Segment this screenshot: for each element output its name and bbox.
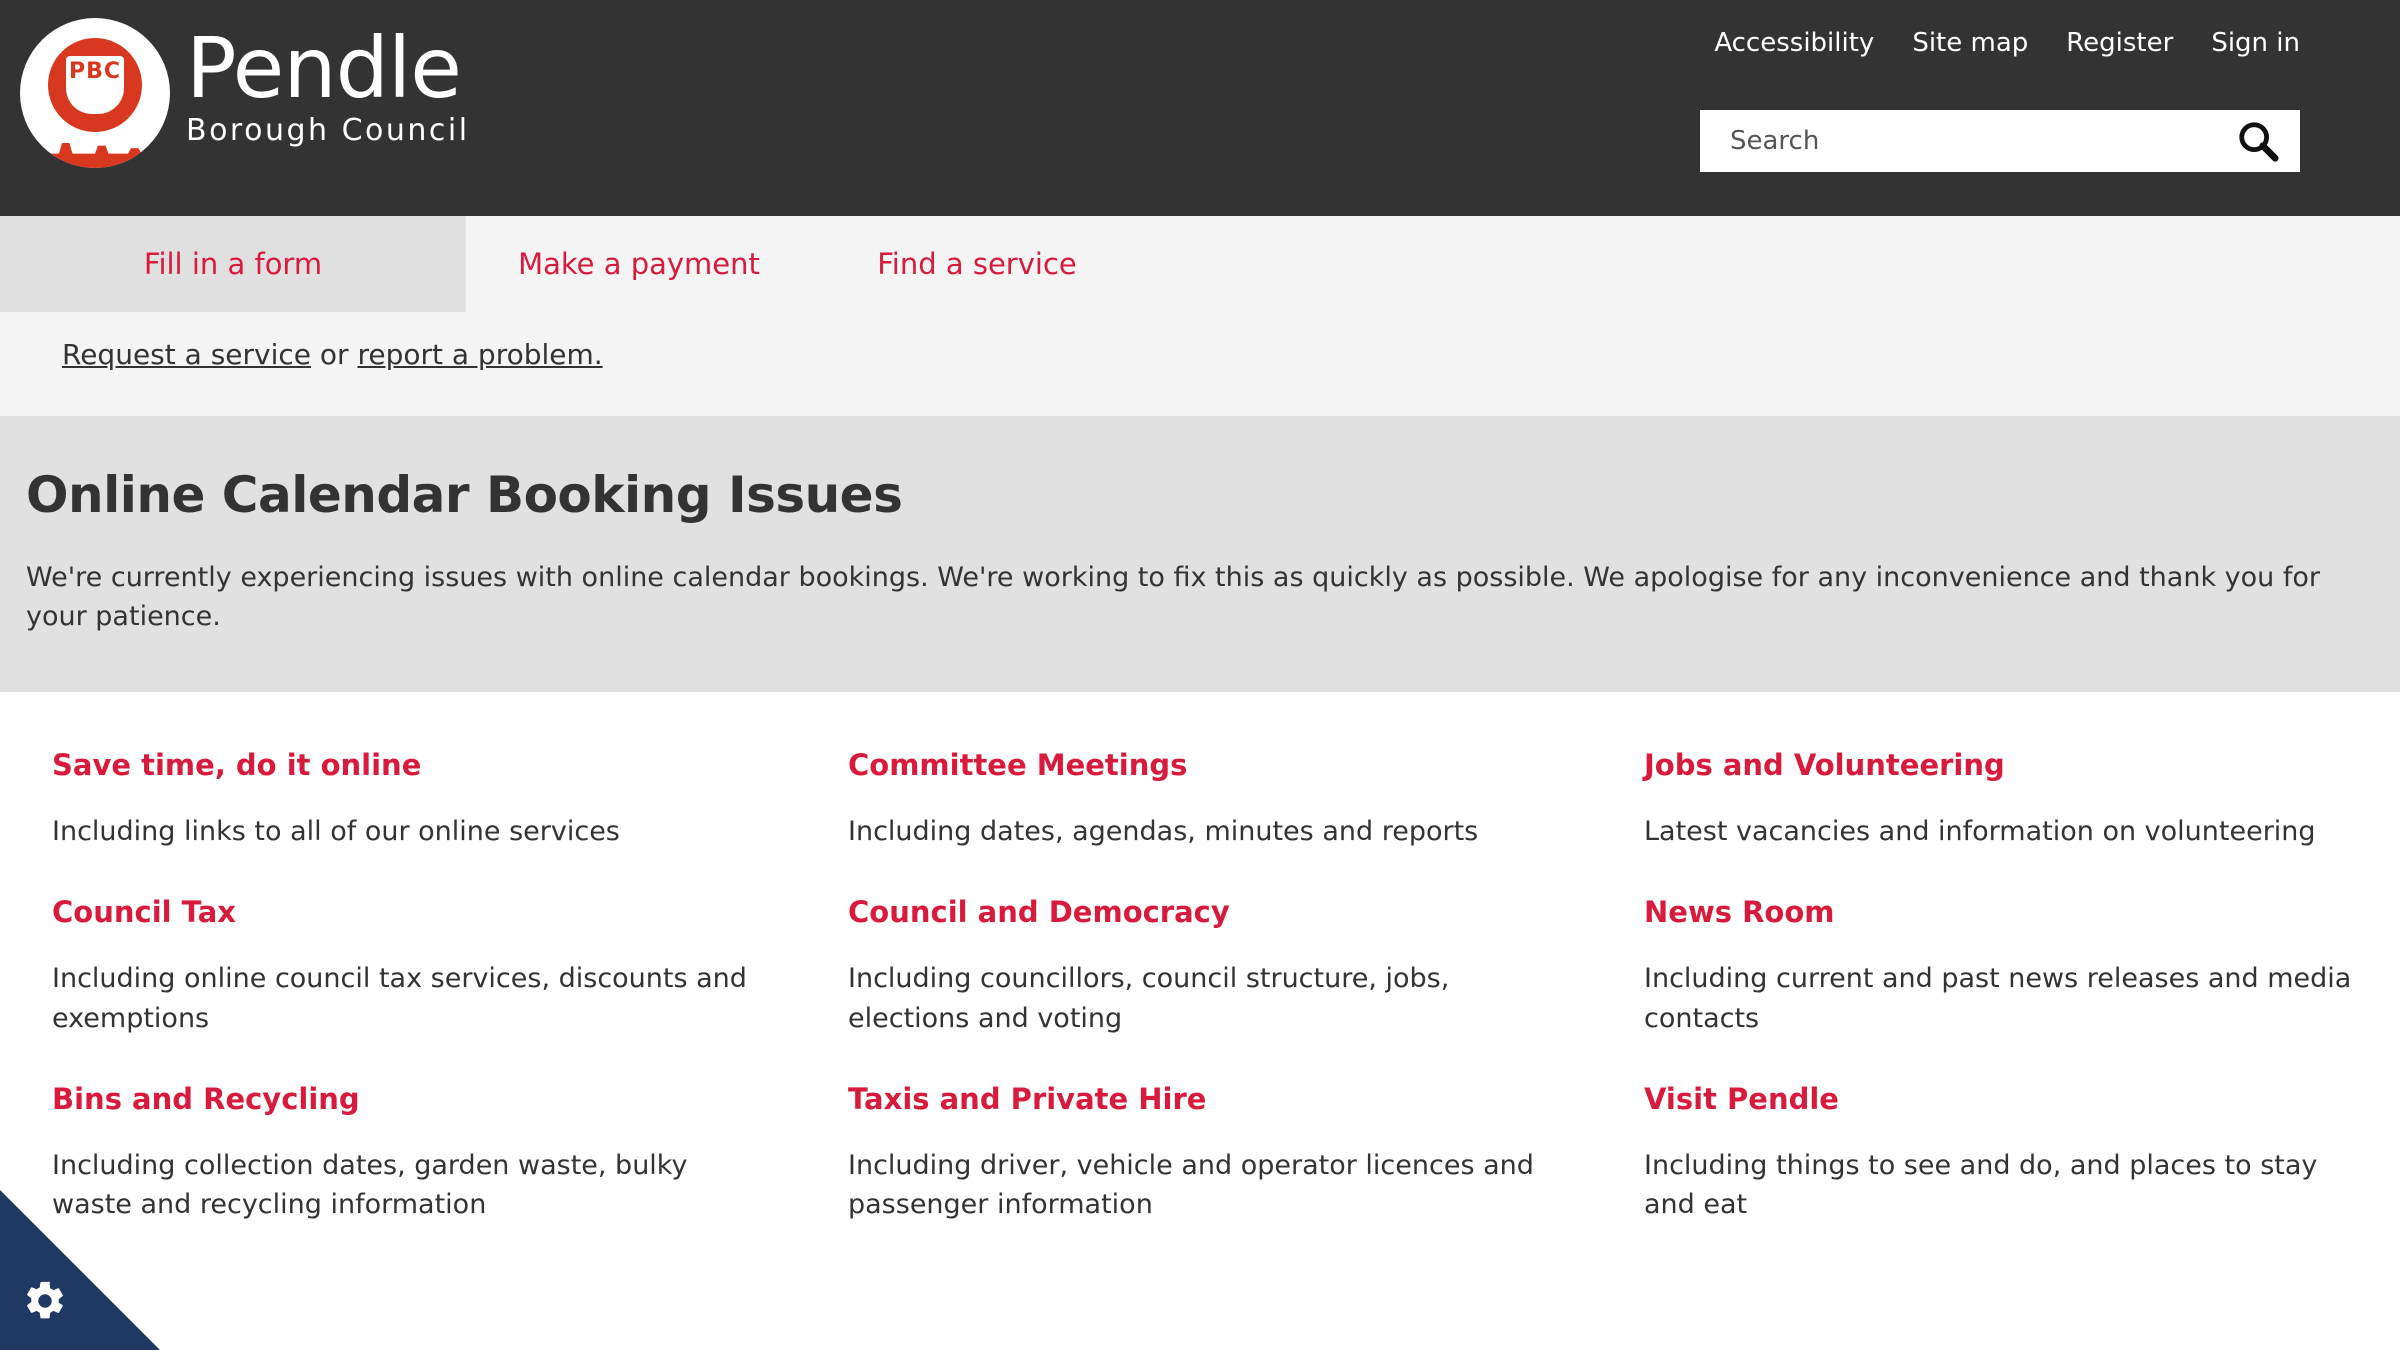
link-council-tax[interactable]: Council Tax <box>52 895 236 930</box>
link-report-a-problem[interactable]: report a problem. <box>357 338 603 371</box>
link-bins-and-recycling[interactable]: Bins and Recycling <box>52 1081 360 1116</box>
service-tabs-area <box>0 216 2400 416</box>
logo-title: Pendle <box>186 19 461 117</box>
alert-banner <box>0 416 2400 692</box>
link-taxis-and-private-hire[interactable]: Taxis and Private Hire <box>848 1081 1207 1116</box>
tab-make-a-payment[interactable]: Make a payment <box>466 216 812 312</box>
site-logo[interactable] <box>20 18 470 168</box>
link-description: Including online council tax services, discounts and exemptions <box>52 963 747 1034</box>
tab-find-a-service[interactable]: Find a service <box>812 216 1142 312</box>
search-bar <box>1700 110 2300 172</box>
tab-fill-in-a-form[interactable]: Fill in a form <box>0 216 466 312</box>
alert-body: We're currently experiencing issues with online calendar bookings. We're working to fix this as quickly as possible. We apologise for any inconvenience and thank you for your patience. <box>26 562 2320 633</box>
gear-icon <box>22 1278 68 1324</box>
link-description: Including things to see and do, and places to stay and eat <box>1644 1149 2318 1220</box>
link-description: Including links to all of our online services <box>52 816 620 848</box>
search-input[interactable] <box>1728 125 2230 157</box>
link-column-2 <box>800 748 1600 1268</box>
site-header <box>0 0 2400 216</box>
nav-register[interactable]: Register <box>2066 28 2174 58</box>
service-link-grid <box>0 692 2400 1268</box>
link-save-time-do-it-online[interactable]: Save time, do it online <box>52 748 422 783</box>
list-item <box>1644 895 2360 1037</box>
logo-monogram: PBC <box>66 56 124 114</box>
pendle-crest-icon <box>20 18 170 168</box>
nav-sign-in[interactable]: Sign in <box>2211 28 2300 58</box>
list-item <box>1644 1082 2360 1224</box>
link-description: Including councillors, council structure, jobs, elections and voting <box>848 963 1450 1034</box>
search-button[interactable] <box>2230 113 2286 169</box>
nav-site-map[interactable]: Site map <box>1912 28 2029 58</box>
search-icon <box>2236 118 2280 164</box>
link-request-a-service[interactable]: Request a service <box>62 338 311 371</box>
corner-triangle <box>0 1190 160 1350</box>
cookie-settings-button[interactable] <box>0 1190 160 1350</box>
quick-links-conjunction: or <box>311 338 358 371</box>
link-column-3 <box>1600 748 2400 1268</box>
link-jobs-and-volunteering[interactable]: Jobs and Volunteering <box>1644 748 2005 783</box>
link-committee-meetings[interactable]: Committee Meetings <box>848 748 1188 783</box>
list-item <box>848 895 1560 1037</box>
logo-subtitle: Borough Council <box>186 113 470 148</box>
link-news-room[interactable]: News Room <box>1644 895 1835 930</box>
service-tabs <box>0 216 2400 312</box>
link-council-and-democracy[interactable]: Council and Democracy <box>848 895 1230 930</box>
utility-nav <box>1714 28 2300 58</box>
link-description: Including collection dates, garden waste, bulky waste and recycling information <box>52 1149 688 1220</box>
alert-title: Online Calendar Booking Issues <box>26 466 903 524</box>
list-item <box>1644 748 2360 851</box>
link-description: Including driver, vehicle and operator licences and passenger information <box>848 1149 1534 1220</box>
list-item <box>52 895 760 1037</box>
nav-accessibility[interactable]: Accessibility <box>1714 28 1875 58</box>
list-item <box>848 748 1560 851</box>
list-item <box>52 748 760 851</box>
link-description: Including dates, agendas, minutes and reports <box>848 816 1479 848</box>
link-description: Including current and past news releases and media contacts <box>1644 963 2352 1034</box>
link-description: Latest vacancies and information on volunteering <box>1644 816 2316 848</box>
list-item <box>848 1082 1560 1224</box>
quick-links-line <box>0 312 2400 371</box>
link-visit-pendle[interactable]: Visit Pendle <box>1644 1081 1839 1116</box>
